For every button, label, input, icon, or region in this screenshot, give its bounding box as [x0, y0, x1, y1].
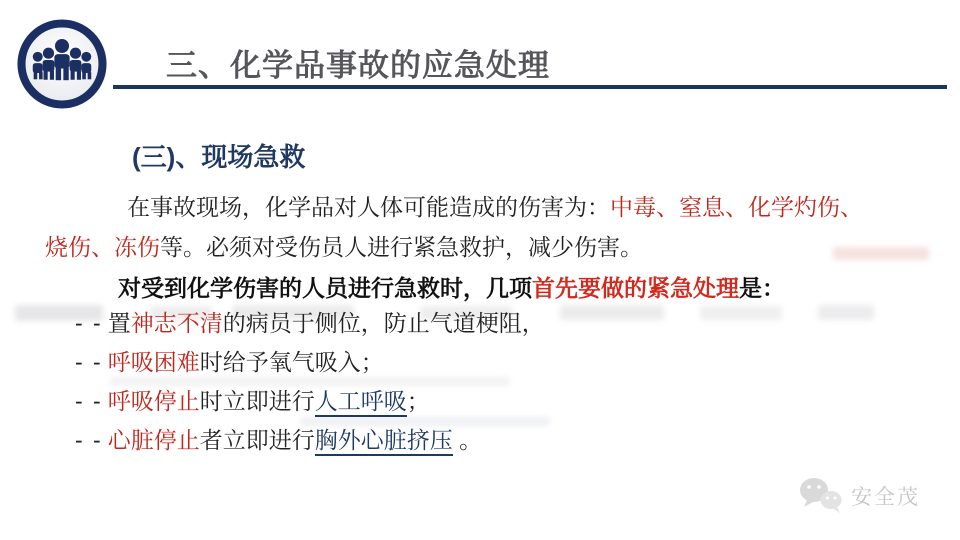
bullet-dash: - - [75, 388, 103, 414]
bullet-text: 的病员于侧位，防止气道梗阻， [222, 310, 545, 336]
watermark-blur [818, 305, 874, 320]
watermark-blur [700, 306, 782, 320]
bullet-text: ； [406, 388, 430, 414]
bullet-text: 。 [452, 427, 483, 453]
bullet-item-4 [75, 426, 482, 454]
section-title: (三)、现场急救 [132, 142, 306, 172]
brand-watermark [797, 474, 920, 518]
bullet-item-1 [75, 309, 545, 337]
brand-name: 安全茂 [851, 486, 920, 509]
title-underline [113, 85, 947, 89]
bullet-dash: - - [75, 349, 103, 375]
emphasis-line [118, 274, 785, 302]
watermark-blur [560, 305, 664, 320]
bullet-text: 时立即进行 [199, 388, 315, 414]
highlight-text: 神志不清 [130, 310, 223, 336]
highlight-text: 呼吸停止 [107, 388, 200, 414]
bullet-dash: - - [75, 427, 103, 453]
watermark-blur [300, 417, 550, 426]
paragraph-line-2 [45, 233, 643, 261]
people-group-icon [17, 19, 107, 109]
paragraph-line-1 [127, 193, 863, 221]
bullet-text: 者立即进行 [199, 427, 315, 453]
highlight-text: 烧伤、冻伤 [45, 234, 160, 260]
watermark-blur [833, 247, 929, 260]
paragraph-text: 等。必须对受伤员人进行紧急救护，减少伤害。 [160, 234, 643, 260]
highlight-text: 心脏停止 [107, 427, 200, 453]
underlined-term: 胸外心脏挤压 [315, 427, 453, 456]
underlined-term: 人工呼吸 [315, 388, 407, 417]
slide-title: 三、化学品事故的应急处理 [166, 48, 550, 83]
highlight-text: 呼吸困难 [107, 349, 200, 375]
bullet-text: 时给予氧气吸入； [199, 349, 384, 375]
bullet-text: 置 [107, 310, 131, 336]
emphasis-text: 是： [739, 275, 785, 301]
bullet-dash: - - [75, 310, 103, 336]
wechat-icon [797, 474, 847, 518]
paragraph-text: 在事故现场，化学品对人体可能造成的伤害为： [127, 194, 610, 220]
emphasis-text: 对受到化学伤害的人员进行急救时，几项 [118, 275, 532, 301]
emphasis-highlight: 首先要做的紧急处理 [532, 275, 739, 301]
watermark-blur [110, 377, 510, 386]
bullet-item-2 [75, 348, 384, 376]
highlight-text: 中毒、窒息、化学灼伤、 [610, 194, 863, 220]
bullet-item-3 [75, 387, 430, 415]
